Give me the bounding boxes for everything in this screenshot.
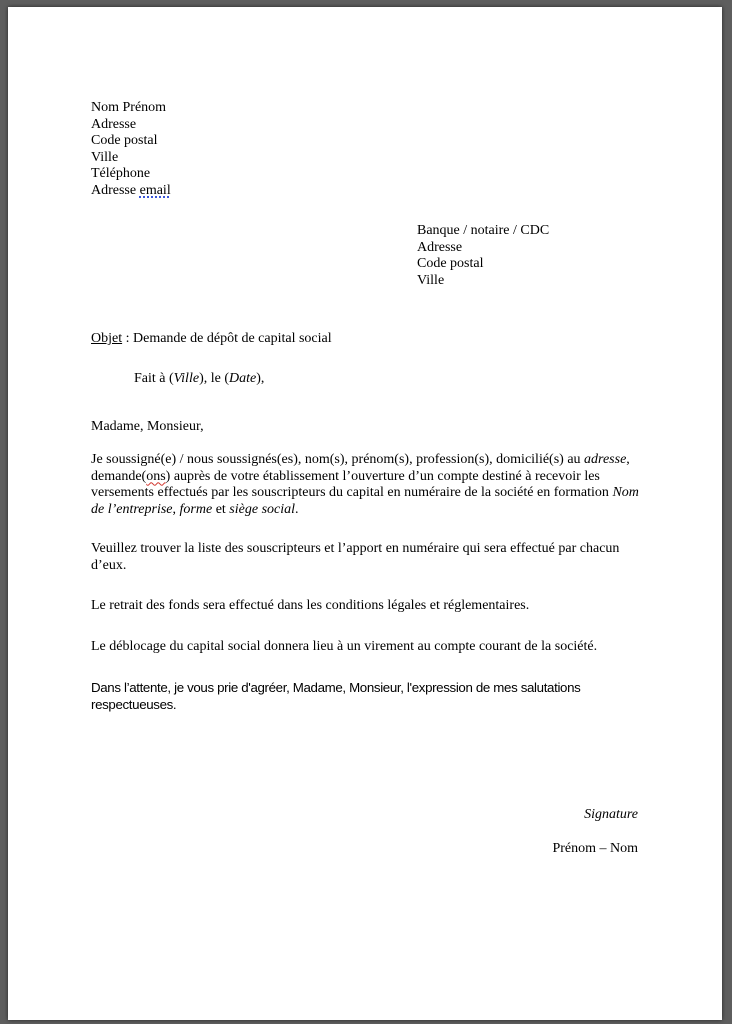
subject-line <box>91 331 332 348</box>
recipient-city: Ville <box>417 272 445 288</box>
p1-part3: ) auprès de votre établissement l’ouverture d’un compte destiné à recevoir les versements effectués par les souscripteurs du capital en numéraire de la société en formation <box>91 468 613 501</box>
p1-end: . <box>295 501 299 517</box>
paragraph-release: Le déblocage du capital social donnera lieu à un virement au compte courant de la société. <box>91 639 598 654</box>
recipient-postal-code: Code postal <box>417 256 484 272</box>
recipient-name: Banque / notaire / CDC <box>417 223 550 238</box>
date-line-date: Date <box>229 371 257 386</box>
subject-label: Objet <box>91 331 123 346</box>
paragraph-closing: Dans l’attente, je vous prie d'agréer, Madame, Monsieur, l'expression de mes salutations respectueuses. <box>91 680 581 712</box>
p1-form: forme <box>179 501 213 517</box>
sender-phone: Téléphone <box>91 166 151 182</box>
sender-address: Adresse <box>91 116 137 132</box>
date-line-middle: ), le ( <box>199 371 229 386</box>
recipient-address: Adresse <box>417 239 463 255</box>
date-line-city: Ville <box>173 371 200 386</box>
p1-address: adresse <box>584 452 627 467</box>
sender-email-word: email <box>139 182 171 198</box>
sender-name: Nom Prénom <box>91 100 167 115</box>
date-line-prefix: Fait à ( <box>134 371 174 386</box>
signature-label: Signature <box>584 807 638 822</box>
date-line <box>134 371 264 388</box>
subject-text: : Demande de dépôt de capital social <box>122 331 332 346</box>
p1-company: Nom de l’entreprise <box>91 485 639 517</box>
sender-city: Ville <box>91 149 119 165</box>
signature-name: Prénom – Nom <box>552 841 638 856</box>
salutation: Madame, Monsieur, <box>91 419 204 434</box>
paragraph-subscribers: Veuillez trouver la liste des souscripteurs et l’apport en numéraire qui sera effectué par chacun d’eux. <box>91 541 620 573</box>
p1-spell-word: ons <box>146 468 166 484</box>
p1-sep1: , <box>172 501 180 517</box>
sender-block <box>91 100 171 200</box>
document-page <box>8 7 722 1020</box>
date-line-suffix: ), <box>256 371 265 386</box>
sender-postal-code: Code postal <box>91 133 158 149</box>
recipient-block <box>417 223 549 289</box>
sender-email <box>91 183 171 200</box>
p1-part1: Je soussigné(e) / nous soussignés(es), nom(s), prénom(s), profession(s), domicilié(s) au <box>91 452 585 467</box>
p1-sep2: et <box>212 501 230 517</box>
sender-email-prefix: Adresse <box>91 182 140 198</box>
p1-part2: , demande( <box>91 452 630 484</box>
p1-seat: siège social <box>229 501 296 517</box>
paragraph-withdrawal: Le retrait des fonds sera effectué dans les conditions légales et réglementaires. <box>91 598 530 613</box>
paragraph-request <box>91 452 651 518</box>
